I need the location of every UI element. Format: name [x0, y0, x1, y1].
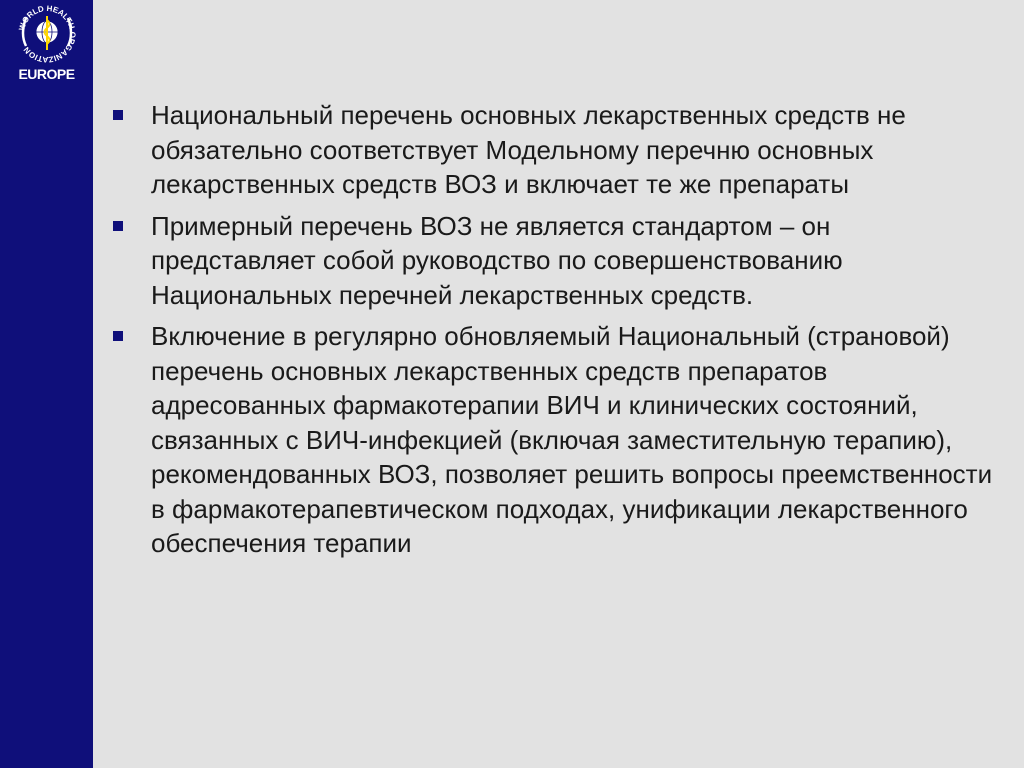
- square-bullet-icon: [113, 331, 123, 341]
- bullet-item: [113, 319, 993, 561]
- square-bullet-icon: [113, 221, 123, 231]
- slide-content: [113, 98, 993, 568]
- square-bullet-icon: [113, 110, 123, 120]
- logo-ring-text: WORLD HEALTH ORGANIZATION: [17, 4, 78, 64]
- logo-europe-text: EUROPE: [18, 66, 75, 82]
- who-europe-logo: [8, 4, 85, 84]
- bullet-text: Примерный перечень ВОЗ не является стандартом – он представляет собой руководство по совершенствованию Национальных перечней лекарственных средств.: [151, 210, 843, 310]
- bullet-item: [113, 209, 993, 313]
- bullet-item: [113, 98, 993, 202]
- who-emblem-icon: [16, 4, 78, 64]
- sidebar: [0, 0, 93, 768]
- bullet-text: Включение в регулярно обновляемый Национальный (страновой) перечень основных лекарственных средств препаратов адресованных фармакотерапии ВИЧ и клинических состояний, связанных с ВИЧ-инфекцией (включая заместительную терапию), рекомендованных ВОЗ, позволяет решить вопросы преемственности в фармакотерапевтическом подходах, унификации лекарственного обеспечения терапии: [151, 321, 993, 558]
- bullet-text: Национальный перечень основных лекарственных средств не обязательно соответствует Модельному перечню основных лекарственных средств ВОЗ и включает те же препараты: [151, 100, 906, 199]
